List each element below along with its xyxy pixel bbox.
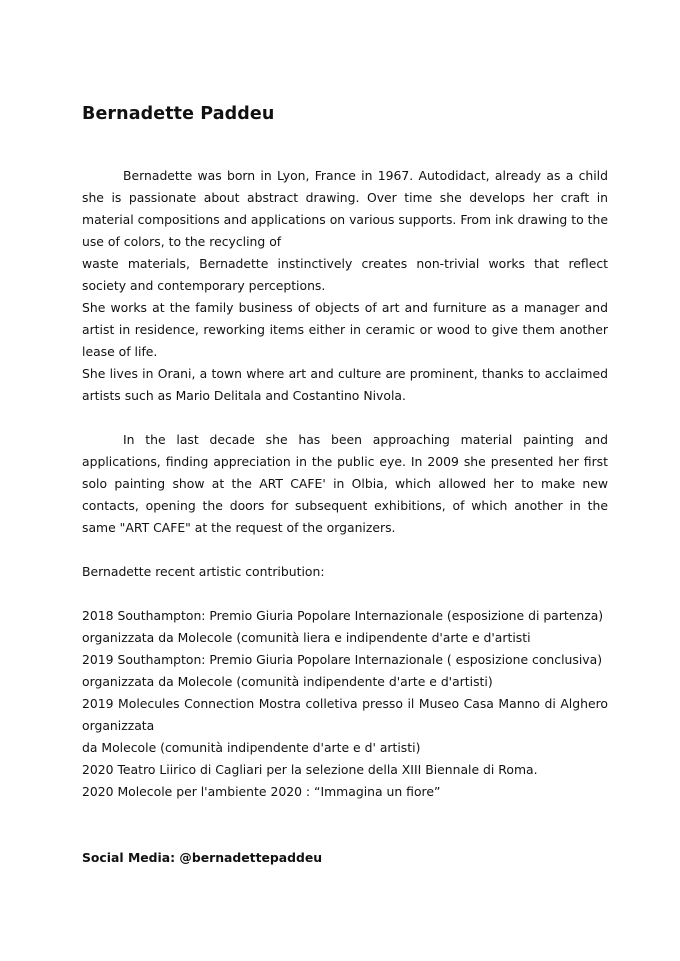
bio-paragraph-exhibitions: In the last decade she has been approaching material painting and applications, finding appreciation in the public eye. In 2009 she presented her first solo painting show at the ART CAFE' in Olbia, which allowed her to make new contacts, opening the doors for subsequent exhibitions, of which another in the same "ART CAFE" at the request of the organizers. [82,432,608,535]
bio-paragraph-birth: Bernadette was born in Lyon, France in 1967. Autodidact, already as a child she is passionate about abstract drawing. Over time she develops her craft in material compositions and applications on various supports. From ink drawing to the use of colors, to the recycling of [82,168,608,249]
document-body [82,165,608,869]
spacer [82,825,608,847]
document-title: Bernadette Paddeu [82,104,275,124]
contributions-heading: Bernadette recent artistic contribution: [82,564,325,579]
bio-paragraph-work: She works at the family business of objects of art and furniture as a manager and artist in residence, reworking items either in ceramic or wood to give them another lease of life. [82,300,608,359]
list-item: organizzata da Molecole (comunità indipendente d'arte e d'artisti) [82,674,493,689]
social-media-handle: Social Media: @bernadettepaddeu [82,850,323,865]
spacer [82,539,608,561]
bio-paragraph-residence: She lives in Orani, a town where art and culture are prominent, thanks to acclaimed artists such as Mario Delitala and Costantino Nivola. [82,366,608,403]
spacer [82,407,608,429]
bio-paragraph-materials: waste materials, Bernadette instinctively creates non-trivial works that reflect society and contemporary perceptions. [82,256,608,293]
list-item: da Molecole (comunità indipendente d'arte e d' artisti) [82,740,421,755]
list-item: 2019 Molecules Connection Mostra colletiva presso il Museo Casa Manno di Alghero organizzata [82,696,608,733]
spacer [82,583,608,605]
list-item: 2019 Southampton: Premio Giuria Popolare Internazionale ( esposizione conclusiva) [82,652,603,667]
contributions-list [82,605,608,803]
list-item: 2020 Molecole per l'ambiente 2020 : “Immagina un fiore” [82,784,441,799]
list-item: organizzata da Molecole (comunità liera e indipendente d'arte e d'artisti [82,630,531,645]
list-item: 2020 Teatro Liirico di Cagliari per la selezione della XIII Biennale di Roma. [82,762,538,777]
spacer [82,803,608,825]
list-item: 2018 Southampton: Premio Giuria Popolare Internazionale (esposizione di partenza) [82,608,604,623]
